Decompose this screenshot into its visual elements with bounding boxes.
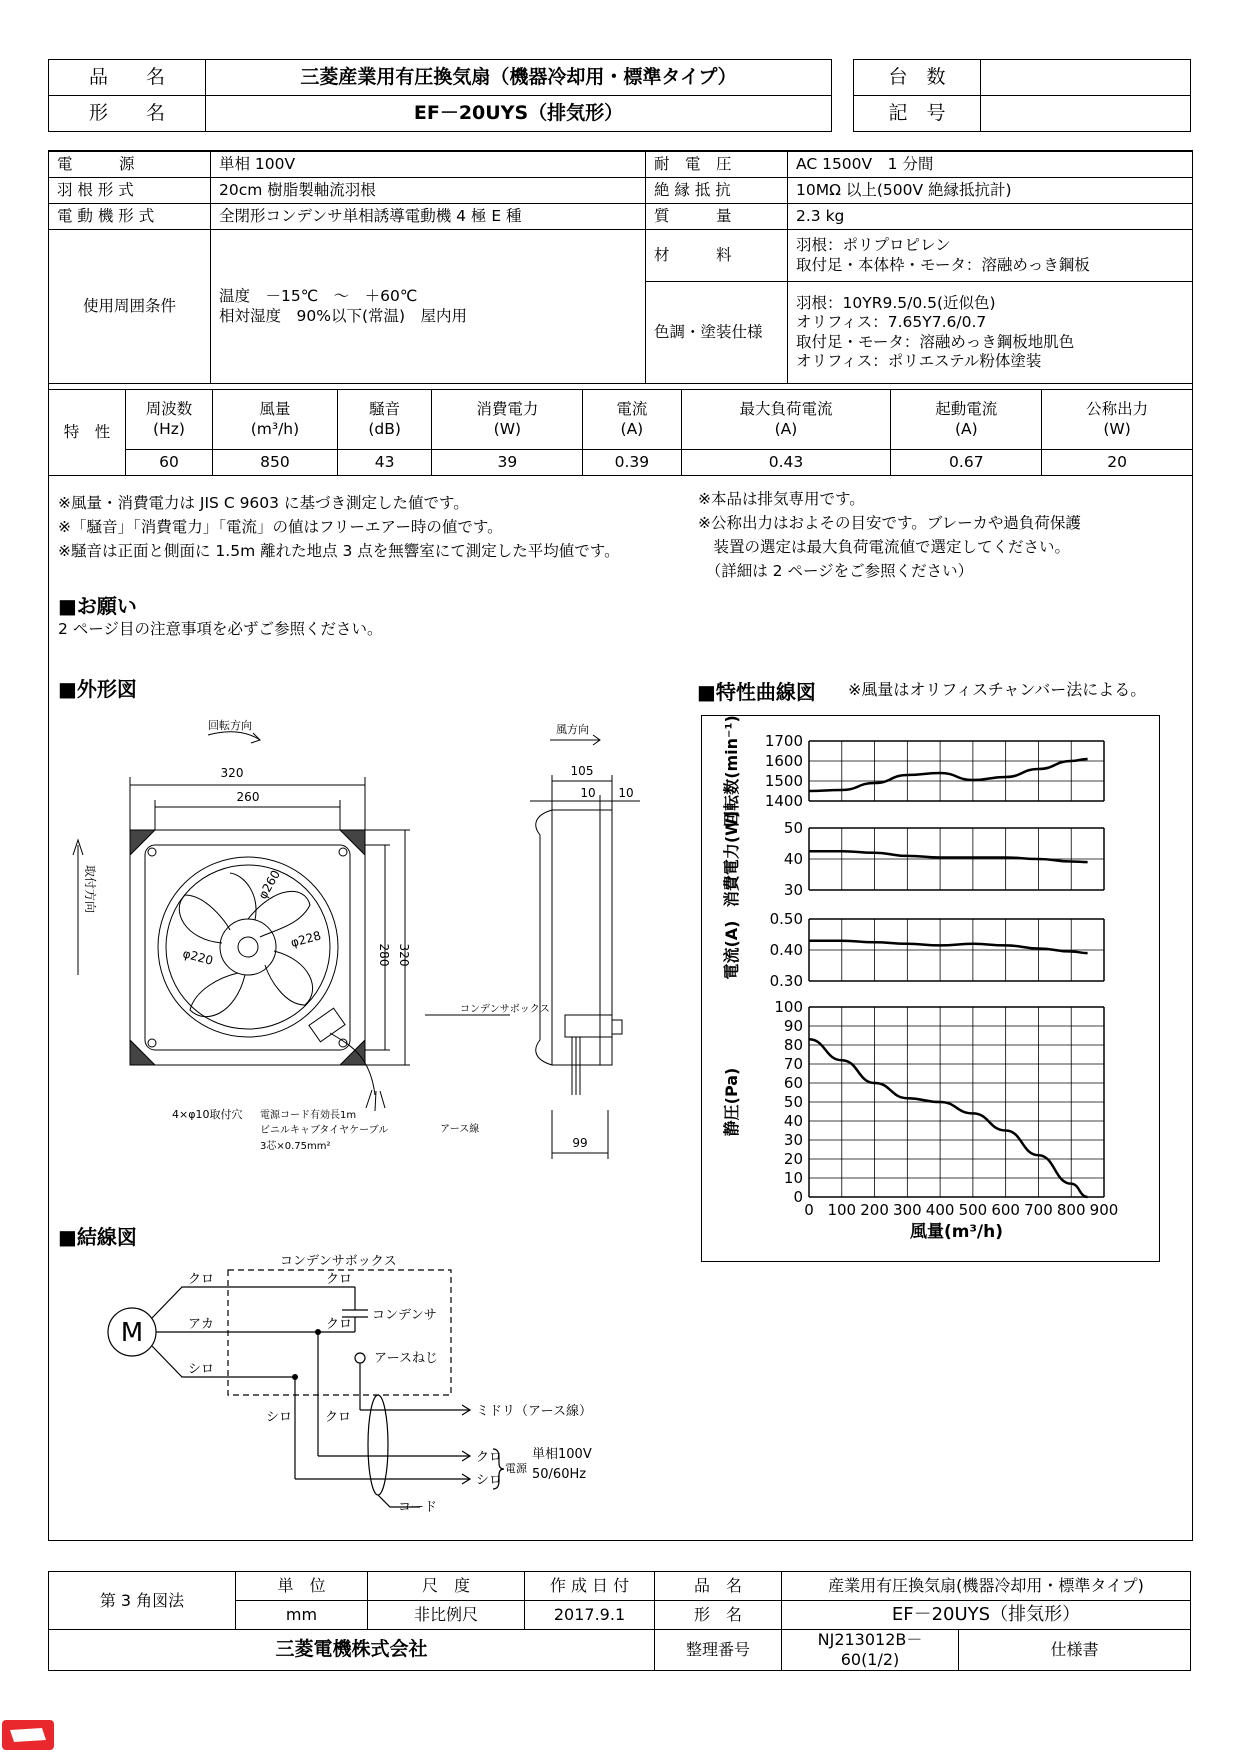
note-line: ※本品は排気専用です。 <box>698 490 865 508</box>
cord-line3: 3芯×0.75mm² <box>260 1141 331 1152</box>
wire-shiro-out: シロ <box>266 1410 293 1425</box>
char-header <box>432 390 583 450</box>
mark-label: 記 号 <box>854 96 981 132</box>
y-tick-label: 0.50 <box>769 910 803 928</box>
y-tick-label: 1700 <box>764 732 803 750</box>
x-tick-label: 500 <box>958 1201 988 1219</box>
model-label-footer: 形 名 <box>655 1601 782 1630</box>
count-table <box>853 59 1191 132</box>
curve-note: ※風量はオリフィスチャンバー法による。 <box>848 680 1147 699</box>
date-value: 2017.9.1 <box>525 1601 655 1630</box>
earth-screw-label: アースねじ <box>374 1351 438 1366</box>
scale-label: 尺 度 <box>368 1572 525 1601</box>
mount-label: 取付方向 <box>83 865 97 914</box>
note-line: ※「騒音」「消費電力」「電流」の値はフリーエアー時の値です。 <box>58 518 503 536</box>
y-tick-label: 0.30 <box>769 972 803 990</box>
x-tick-label: 400 <box>925 1201 955 1219</box>
name-value: 産業用有圧換気扇(機器冷却用・標準タイプ) <box>782 1572 1191 1601</box>
char-header-name: 起動電流 <box>935 400 998 419</box>
x-tick-label: 0 <box>804 1201 814 1219</box>
power-label: 電 源 <box>49 152 211 178</box>
char-header <box>213 390 338 450</box>
env-line2: 相対湿度 90%以下(常温) 屋内用 <box>219 306 468 325</box>
request-text: 2 ページ目の注意事項を必ずご参照ください。 <box>58 620 383 638</box>
x-tick-label: 600 <box>991 1201 1020 1219</box>
color-line2: オリフィス：7.65Y7.6/0.7 <box>796 313 987 332</box>
wire-kuro-in1: クロ <box>326 1272 353 1287</box>
y-axis-label: 回転数(min⁻¹) <box>722 715 741 827</box>
motor-label: 電 動 機 形 式 <box>49 204 211 230</box>
y-tick-label: 40 <box>783 850 803 868</box>
env-label: 使用周囲条件 <box>49 230 211 384</box>
power-label: 電源 <box>505 1462 527 1475</box>
char-value: 0.67 <box>891 450 1042 476</box>
x-tick-label: 700 <box>1024 1201 1053 1219</box>
char-header-name: 最大負荷電流 <box>739 400 833 419</box>
supply-line2: 50/60Hz <box>532 1467 587 1482</box>
note-line: 装置の選定は最大負荷電流値で選定してください。 <box>698 538 1071 556</box>
mass-label: 質 量 <box>646 204 788 230</box>
char-header-name: 公称出力 <box>1086 400 1149 419</box>
char-header <box>583 390 681 450</box>
y-tick-label: 20 <box>783 1150 803 1168</box>
char-value: 39 <box>432 450 583 476</box>
x-tick-label: 100 <box>827 1201 857 1219</box>
y-axis-label: 電流(A) <box>722 920 741 980</box>
y-tick-label: 70 <box>783 1055 803 1073</box>
phi-260: φ260 <box>255 867 284 902</box>
x-tick-label: 300 <box>893 1201 922 1219</box>
note-line: （詳細は 2 ページをご参照ください） <box>698 562 974 580</box>
char-header <box>337 390 432 450</box>
wind-label: 風方向 <box>556 723 589 736</box>
series-line <box>809 941 1088 953</box>
motor-symbol: M <box>120 1318 144 1348</box>
char-header-unit: (m³/h) <box>250 419 300 438</box>
y-tick-label: 0.40 <box>769 941 803 959</box>
product-label: 品 名 <box>49 60 206 96</box>
char-header-unit: (A) <box>954 419 978 438</box>
voltage-label: 耐 電 圧 <box>646 152 788 178</box>
earth-wire-label: アース線 <box>440 1124 480 1135</box>
dim-320v: 320 <box>397 943 411 967</box>
model-value-footer: EF－20UYS（排気形） <box>782 1601 1191 1630</box>
y-axis-label: 消費電力(W) <box>722 810 741 908</box>
dim-280: 280 <box>377 943 391 967</box>
y-tick-label: 80 <box>783 1036 803 1054</box>
model-value: EF－20UYS（排気形） <box>206 96 832 132</box>
wire-shiro: シロ <box>188 1362 215 1377</box>
char-header-unit: (Hz) <box>153 419 185 438</box>
y-tick-label: 1600 <box>764 752 803 770</box>
char-label: 特 性 <box>49 390 126 476</box>
note-line: ※騒音は正面と側面に 1.5m 離れた地点 3 点を無響室にて測定した平均値です。 <box>58 542 620 560</box>
wire-kuro-in2: クロ <box>326 1317 353 1332</box>
env-line1: 温度 －15℃ ～ ＋60℃ <box>219 287 418 306</box>
curve-chart <box>701 715 1158 1260</box>
cord-label: コード <box>398 1500 438 1515</box>
env-value <box>211 230 646 384</box>
x-tick-label: 200 <box>860 1201 889 1219</box>
outline-heading: ■外形図 <box>58 677 137 701</box>
cord-line1: 電源コード有効長1m <box>260 1110 357 1121</box>
char-value: 43 <box>337 450 432 476</box>
char-header-unit: (A) <box>774 419 798 438</box>
capacitor-box-label: コンデンサボックス <box>460 1004 550 1015</box>
supply-line1: 単相100V <box>532 1447 592 1462</box>
char-header <box>126 390 213 450</box>
outline-drawing <box>60 715 680 1175</box>
y-tick-label: 40 <box>783 1112 803 1130</box>
material-line1: 羽根：ポリプロピレン <box>796 236 951 255</box>
char-header-name: 電流 <box>616 400 648 419</box>
wire-aka: アカ <box>188 1317 214 1332</box>
color-line3: 取付足・モータ：溶融めっき鋼板地肌色 <box>796 332 1075 351</box>
motor-value: 全閉形コンデンサ単相誘導電動機 4 極 E 種 <box>211 204 646 230</box>
capacitor-label: コンデンサ <box>372 1308 437 1323</box>
blade-value: 20cm 樹脂製軸流羽根 <box>211 178 646 204</box>
shiro-term: シロ <box>476 1473 503 1488</box>
rotation-label: 回転方向 <box>208 719 252 732</box>
y-tick-label: 50 <box>783 819 803 837</box>
wiring-heading: ■結線図 <box>58 1225 137 1249</box>
material-label: 材 料 <box>646 230 788 282</box>
dim-99: 99 <box>572 1136 588 1150</box>
series-line <box>809 851 1088 862</box>
dim-10b: 10 <box>618 786 634 800</box>
cord-line2: ビニルキャブタイヤケーブル <box>260 1125 389 1136</box>
dim-260: 260 <box>236 790 260 804</box>
char-header-name: 騒音 <box>369 400 401 419</box>
count-value <box>981 60 1191 96</box>
char-header-unit: (A) <box>620 419 644 438</box>
midori-label: ミドリ（アース線） <box>476 1404 592 1419</box>
ref-value: NJ213012B－60(1/2) <box>782 1630 959 1671</box>
dim-105: 105 <box>570 764 594 778</box>
char-header-unit: (W) <box>1103 419 1131 438</box>
scale-value: 非比例尺 <box>368 1601 525 1630</box>
char-value: 850 <box>213 450 338 476</box>
y-tick-label: 30 <box>783 1131 803 1149</box>
title-table <box>48 59 832 132</box>
dim-10a: 10 <box>580 786 596 800</box>
request-heading: ■お願い <box>58 594 137 618</box>
note-line: ※風量・消費電力は JIS C 9603 に基づき測定した値です。 <box>58 494 469 512</box>
char-value: 0.39 <box>583 450 681 476</box>
wire-kuro: クロ <box>188 1272 215 1287</box>
note-line: ※公称出力はおよその目安です。ブレーカや過負荷保護 <box>698 514 1081 532</box>
char-header <box>1042 390 1193 450</box>
color-line4: オリフィス：ポリエステル粉体塗装 <box>796 351 1042 370</box>
y-tick-label: 60 <box>783 1074 803 1092</box>
notes-right <box>698 487 1081 583</box>
phi-220: φ220 <box>181 946 215 968</box>
footer-table <box>48 1571 1191 1671</box>
char-header-unit: (W) <box>493 419 522 438</box>
material-value <box>788 230 1193 282</box>
color-value <box>788 282 1193 384</box>
char-header <box>891 390 1042 450</box>
insulation-label: 絶 縁 抵 抗 <box>646 178 788 204</box>
wiring-capbox-label: コンデンサボックス <box>280 1254 397 1269</box>
char-header <box>681 390 891 450</box>
model-label: 形 名 <box>49 96 206 132</box>
material-line2: 取付足・本体枠・モータ：溶融めっき鋼板 <box>796 255 1090 274</box>
ref-label: 整理番号 <box>655 1630 782 1671</box>
y-tick-label: 10 <box>783 1169 803 1187</box>
unit-label: 単 位 <box>236 1572 368 1601</box>
x-axis-label: 風量(m³/h) <box>909 1222 1004 1242</box>
mass-value: 2.3 kg <box>788 204 1193 230</box>
blade-label: 羽 根 形 式 <box>49 178 211 204</box>
spec-table <box>48 151 1193 384</box>
y-tick-label: 50 <box>783 1093 803 1111</box>
char-value: 60 <box>126 450 213 476</box>
y-tick-label: 0 <box>793 1188 803 1206</box>
char-value: 20 <box>1042 450 1193 476</box>
y-tick-label: 100 <box>774 998 803 1016</box>
curve-heading: ■特性曲線図 <box>697 680 816 704</box>
characteristics-table <box>48 389 1193 476</box>
y-tick-label: 30 <box>783 881 803 899</box>
color-label: 色調・塗装仕様 <box>646 282 788 384</box>
voltage-value: AC 1500V 1 分間 <box>788 152 1193 178</box>
name-label: 品 名 <box>655 1572 782 1601</box>
holes-label: 4×φ10取付穴 <box>172 1108 243 1121</box>
company-name: 三菱電機株式会社 <box>49 1630 655 1671</box>
wire-kuro-out: クロ <box>325 1410 352 1425</box>
power-value: 単相 100V <box>211 152 646 178</box>
notes-left <box>58 491 620 563</box>
y-tick-label: 1400 <box>764 792 803 810</box>
series-line <box>809 1039 1088 1197</box>
unit-value: mm <box>236 1601 368 1630</box>
product-value: 三菱産業用有圧換気扇（機器冷却用・標準タイプ） <box>206 60 832 96</box>
char-header-name: 消費電力 <box>476 400 539 419</box>
char-header-name: 周波数 <box>145 400 193 419</box>
color-line1: 羽根：10YR9.5/0.5(近似色) <box>796 293 996 312</box>
doc-type: 仕様書 <box>959 1630 1191 1671</box>
mark-value <box>981 96 1191 132</box>
count-label: 台 数 <box>854 60 981 96</box>
date-label: 作 成 日 付 <box>525 1572 655 1601</box>
x-tick-label: 900 <box>1089 1201 1119 1219</box>
phi-228: φ228 <box>289 928 323 950</box>
dim-320: 320 <box>220 766 244 780</box>
y-axis-label: 静圧(Pa) <box>722 1067 741 1137</box>
char-header-unit: (dB) <box>368 419 401 438</box>
corner-mark-icon <box>0 1718 60 1754</box>
char-value: 0.43 <box>681 450 891 476</box>
projection: 第 3 角図法 <box>49 1572 236 1630</box>
wiring-diagram <box>100 1245 660 1515</box>
series-line <box>809 759 1088 791</box>
y-tick-label: 1500 <box>764 772 803 790</box>
y-tick-label: 90 <box>783 1017 803 1035</box>
x-tick-label: 800 <box>1056 1201 1086 1219</box>
char-header-name: 風量 <box>259 400 291 419</box>
insulation-value: 10MΩ 以上(500V 絶縁抵抗計) <box>788 178 1193 204</box>
kuro-term: クロ <box>476 1450 503 1465</box>
